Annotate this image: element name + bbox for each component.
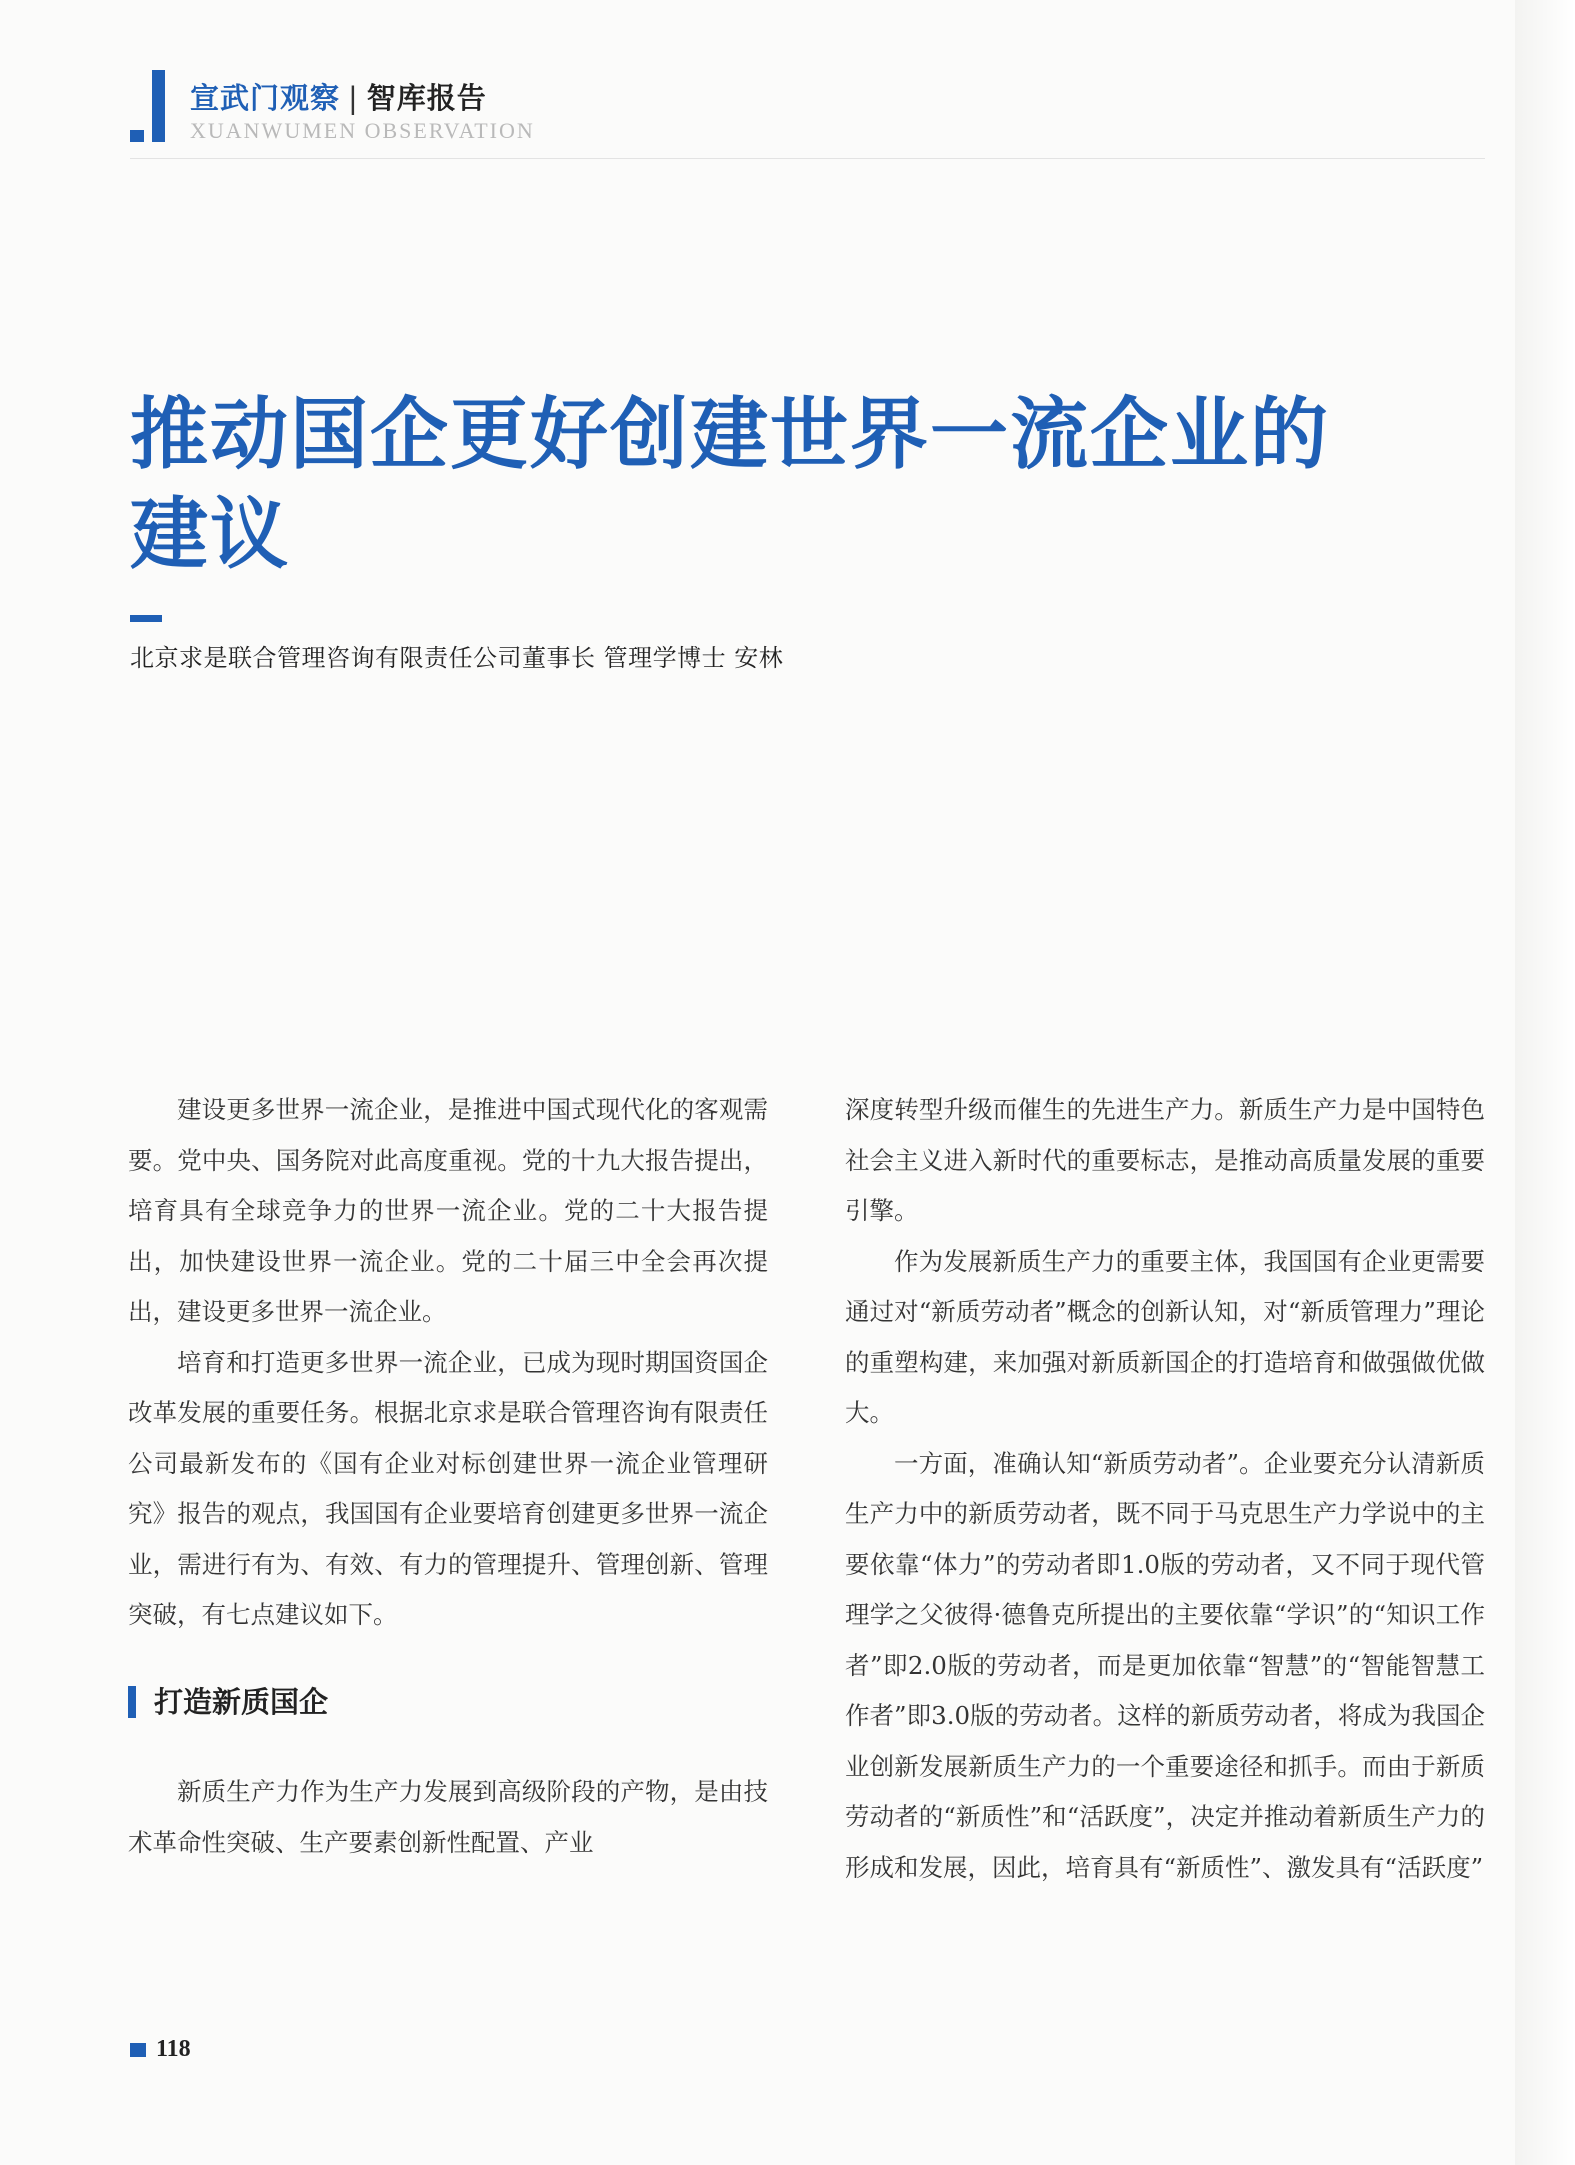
paragraph: 新质生产力作为生产力发展到高级阶段的产物，是由技术革命性突破、生产要素创新性配置、产业 <box>128 1777 768 1857</box>
paragraph-continuation: 深度转型升级而催生的先进生产力。新质生产力是中国特色社会主义进入新时代的重要标志，是推动高质量发展的重要引擎。 <box>845 1095 1485 1225</box>
section-heading <box>128 1677 768 1728</box>
footer-square-mark <box>130 2043 146 2057</box>
column-subtitle: XUANWUMEN OBSERVATION <box>190 118 535 143</box>
paragraph: 一方面，准确认知“新质劳动者”。企业要充分认清新质生产力中的新质劳动者，既不同于马克思生产力学说中的主要依靠“体力”的劳动者即1.0版的劳动者，又不同于现代管理学之父彼得·德鲁克所提出的主要依靠“学识”的“知识工作者”即2.0版的劳动者，而是更加依靠“智慧”的“智能智慧工作者”即3.0版的劳动者。这样的新质劳动者，将成为我国企业创新发展新质生产力的一个重要途径和抓手。而由于新质劳动者的“新质性”和“活跃度”，决定并推动着新质生产力的形成和发展，因此，培育具有“新质性”、激发具有“活跃度” <box>845 1448 1485 1882</box>
header-accent-bar <box>152 70 165 142</box>
page-edge-shadow <box>1515 0 1575 2165</box>
header-accent-square <box>130 130 144 142</box>
column-name: 宣武门观察 <box>190 81 341 115</box>
column-separator: | <box>348 81 359 115</box>
article-author: 北京求是联合管理咨询有限责任公司董事长 管理学博士 安林 <box>130 644 784 672</box>
section-heading-marker <box>128 1686 136 1718</box>
paragraph: 建设更多世界一流企业，是推进中国式现代化的客观需要。党中央、国务院对此高度重视。党的十九大报告提出，培育具有全球竞争力的世界一流企业。党的二十大报告提出，加快建设世界一流企业。党的二十届三中全会再次提出，建设更多世界一流企业。 <box>128 1095 768 1326</box>
article-title-line-1: 推动国企更好创建世界一流企业的 <box>130 390 1331 480</box>
section-heading-text: 打造新质国企 <box>154 1684 329 1719</box>
title-dash-mark <box>130 615 162 622</box>
body-column-right <box>845 1085 1485 1893</box>
body-column-left <box>128 1085 768 1868</box>
article-title-line-2: 建议 <box>130 490 291 580</box>
page-footer <box>130 2036 191 2063</box>
column-section: 智库报告 <box>366 81 487 115</box>
paragraph: 作为发展新质生产力的重要主体，我国国有企业更需要通过对“新质劳动者”概念的创新认知，对“新质管理力”理论的重塑构建，来加强对新质新国企的打造培育和做强做优做大。 <box>845 1246 1485 1427</box>
page-number: 118 <box>156 2036 191 2062</box>
header-divider <box>130 158 1485 159</box>
column-title <box>190 76 487 117</box>
article-title <box>130 385 1430 585</box>
paragraph: 培育和打造更多世界一流企业，已成为现时期国资国企改革发展的重要任务。根据北京求是联合管理咨询有限责任公司最新发布的《国有企业对标创建世界一流企业管理研究》报告的观点，我国国有企业要培育创建更多世界一流企业，需进行有为、有效、有力的管理提升、管理创新、管理突破，有七点建议如下。 <box>128 1347 768 1629</box>
